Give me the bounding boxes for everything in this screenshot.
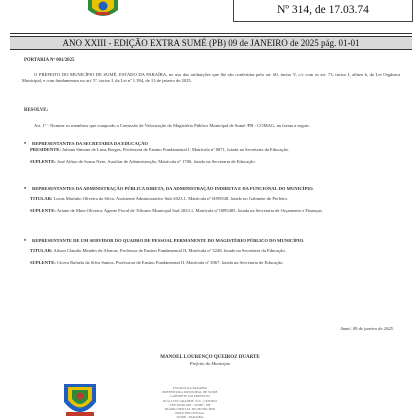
member-line: PRESIDENTE: Juliana Simone de Lima Borges, Professora de Ensino Fundamental I, Matrícula nº 0871, lotada na Secretaria da Educação. (30, 147, 290, 153)
footer-line: BOLETIM OFICIAL (175, 411, 205, 416)
section-header: • REPRESENTANTES DA SECRETARIA DA EDUCAÇÃO (22, 141, 400, 147)
law-number: Nº 314, de 17.03.74 (277, 3, 369, 16)
footer-line: SUMÉ - PARAÍBA (176, 415, 204, 420)
municipal-crest-logo (82, 0, 124, 20)
portaria-title: PORTARIA Nº 001/2025 (24, 58, 75, 63)
preamble: O PREFEITO DO MUNICÍPIO DE SUMÉ, ESTADO DA PARAÍBA, no uso das atribuições que lhe são conferidas pelo art. 60, inciso V, c/c com os art. 73, inciso I, alínea b, da Lei Orgânica Municipal, e com fundamentos no art. 5º, inciso I, da Lei nº 1.394, de 13 de janeiro de 2025. (22, 72, 400, 84)
law-number-box (233, 0, 413, 22)
resolve-label: RESOLVE: (24, 108, 49, 113)
member-line: SUPLENTE: José Ailton de Sousa Neto, Auxiliar de Administração, Matrícula nº 1706, lotado na Secretaria de Educação. (30, 159, 256, 165)
footer-line: PREFEITURA MUNICIPAL DE SUMÉ (162, 390, 218, 395)
footer-line: GABINETE DO PREFEITO (170, 394, 210, 399)
section-administration (22, 186, 400, 215)
member-line: TITULAR: Lucas Marinho Oliveira da Silva, Assistente Administrativo Sub-2023.1, Matrícula nº 0095948, lotado no Gabinete do Prefeito. (30, 196, 289, 202)
footer-line: DIÁRIO OFICIAL DO MUNICÍPIO (164, 407, 216, 412)
section-magisterio (22, 238, 400, 267)
article-1: Art. 1º - Nomear os membros que comporão a Comissão de Valorização do Magistério Público Municipal de Sumé /PB - COMAG, na forma a seguir: (34, 123, 310, 128)
header-rule (10, 33, 412, 34)
footer-line: ESTADO DA PARAÍBA (172, 386, 208, 390)
section-education (22, 141, 400, 166)
signatory-name: MANOEL LOURENÇO QUEIROZ DUARTE (160, 355, 260, 360)
footer-line: RUA LUIZ GRANDE, S/N - CENTRO (163, 398, 217, 403)
signatory-role: Prefeito do Município (189, 361, 231, 367)
signature-block (0, 355, 420, 367)
section-header: • REPRESENTANTES DA ADMINISTRAÇÃO PÚBLICA DIRETA, DA ADMINISTRAÇÃO INDIRETA E DA FUNCIONAL DO MUNICÍPIO. (22, 186, 400, 192)
section-header: • REPRESENTANTE DE UM SERVIDOR DO QUADRO DE PESSOAL PERMANENTE DO MAGISTÉRIO PÚBLICO DO MUNICÍPIO. (22, 238, 400, 244)
member-line: SUPLENTE: Ariane de Mota Oliveira, Agente Fiscal de Tributos Municipal Sud 2023.1, Matrícula nº 0095485, lotada na Secretaria de Orçamento e Finanças. (30, 208, 323, 214)
member-line: TITULAR: Ailson Claudio Mendes de Alencar, Professor de Ensino Fundamental II, Matrícula nº 3248, lotado na Secretaria da Educação. (30, 248, 286, 254)
footer-crest-logo (60, 382, 100, 420)
member-line: SUPLENTE: Cícera Rafaela da Silva Santos, Professora de Ensino Fundamental II, Matrícula nº 3067, lotada na Secretaria de Educação. (30, 260, 284, 266)
date-line: Sumé, 09 de janeiro de 2025. (340, 326, 394, 331)
edition-bar: ANO XXIII - EDIÇÃO EXTRA SUMÉ (PB) 09 de JANEIRO de 2025 pág. 01-01 (10, 36, 412, 50)
footer-line: CEP 58540-000 - SUMÉ - PB (169, 402, 211, 407)
footer-info (110, 386, 270, 420)
